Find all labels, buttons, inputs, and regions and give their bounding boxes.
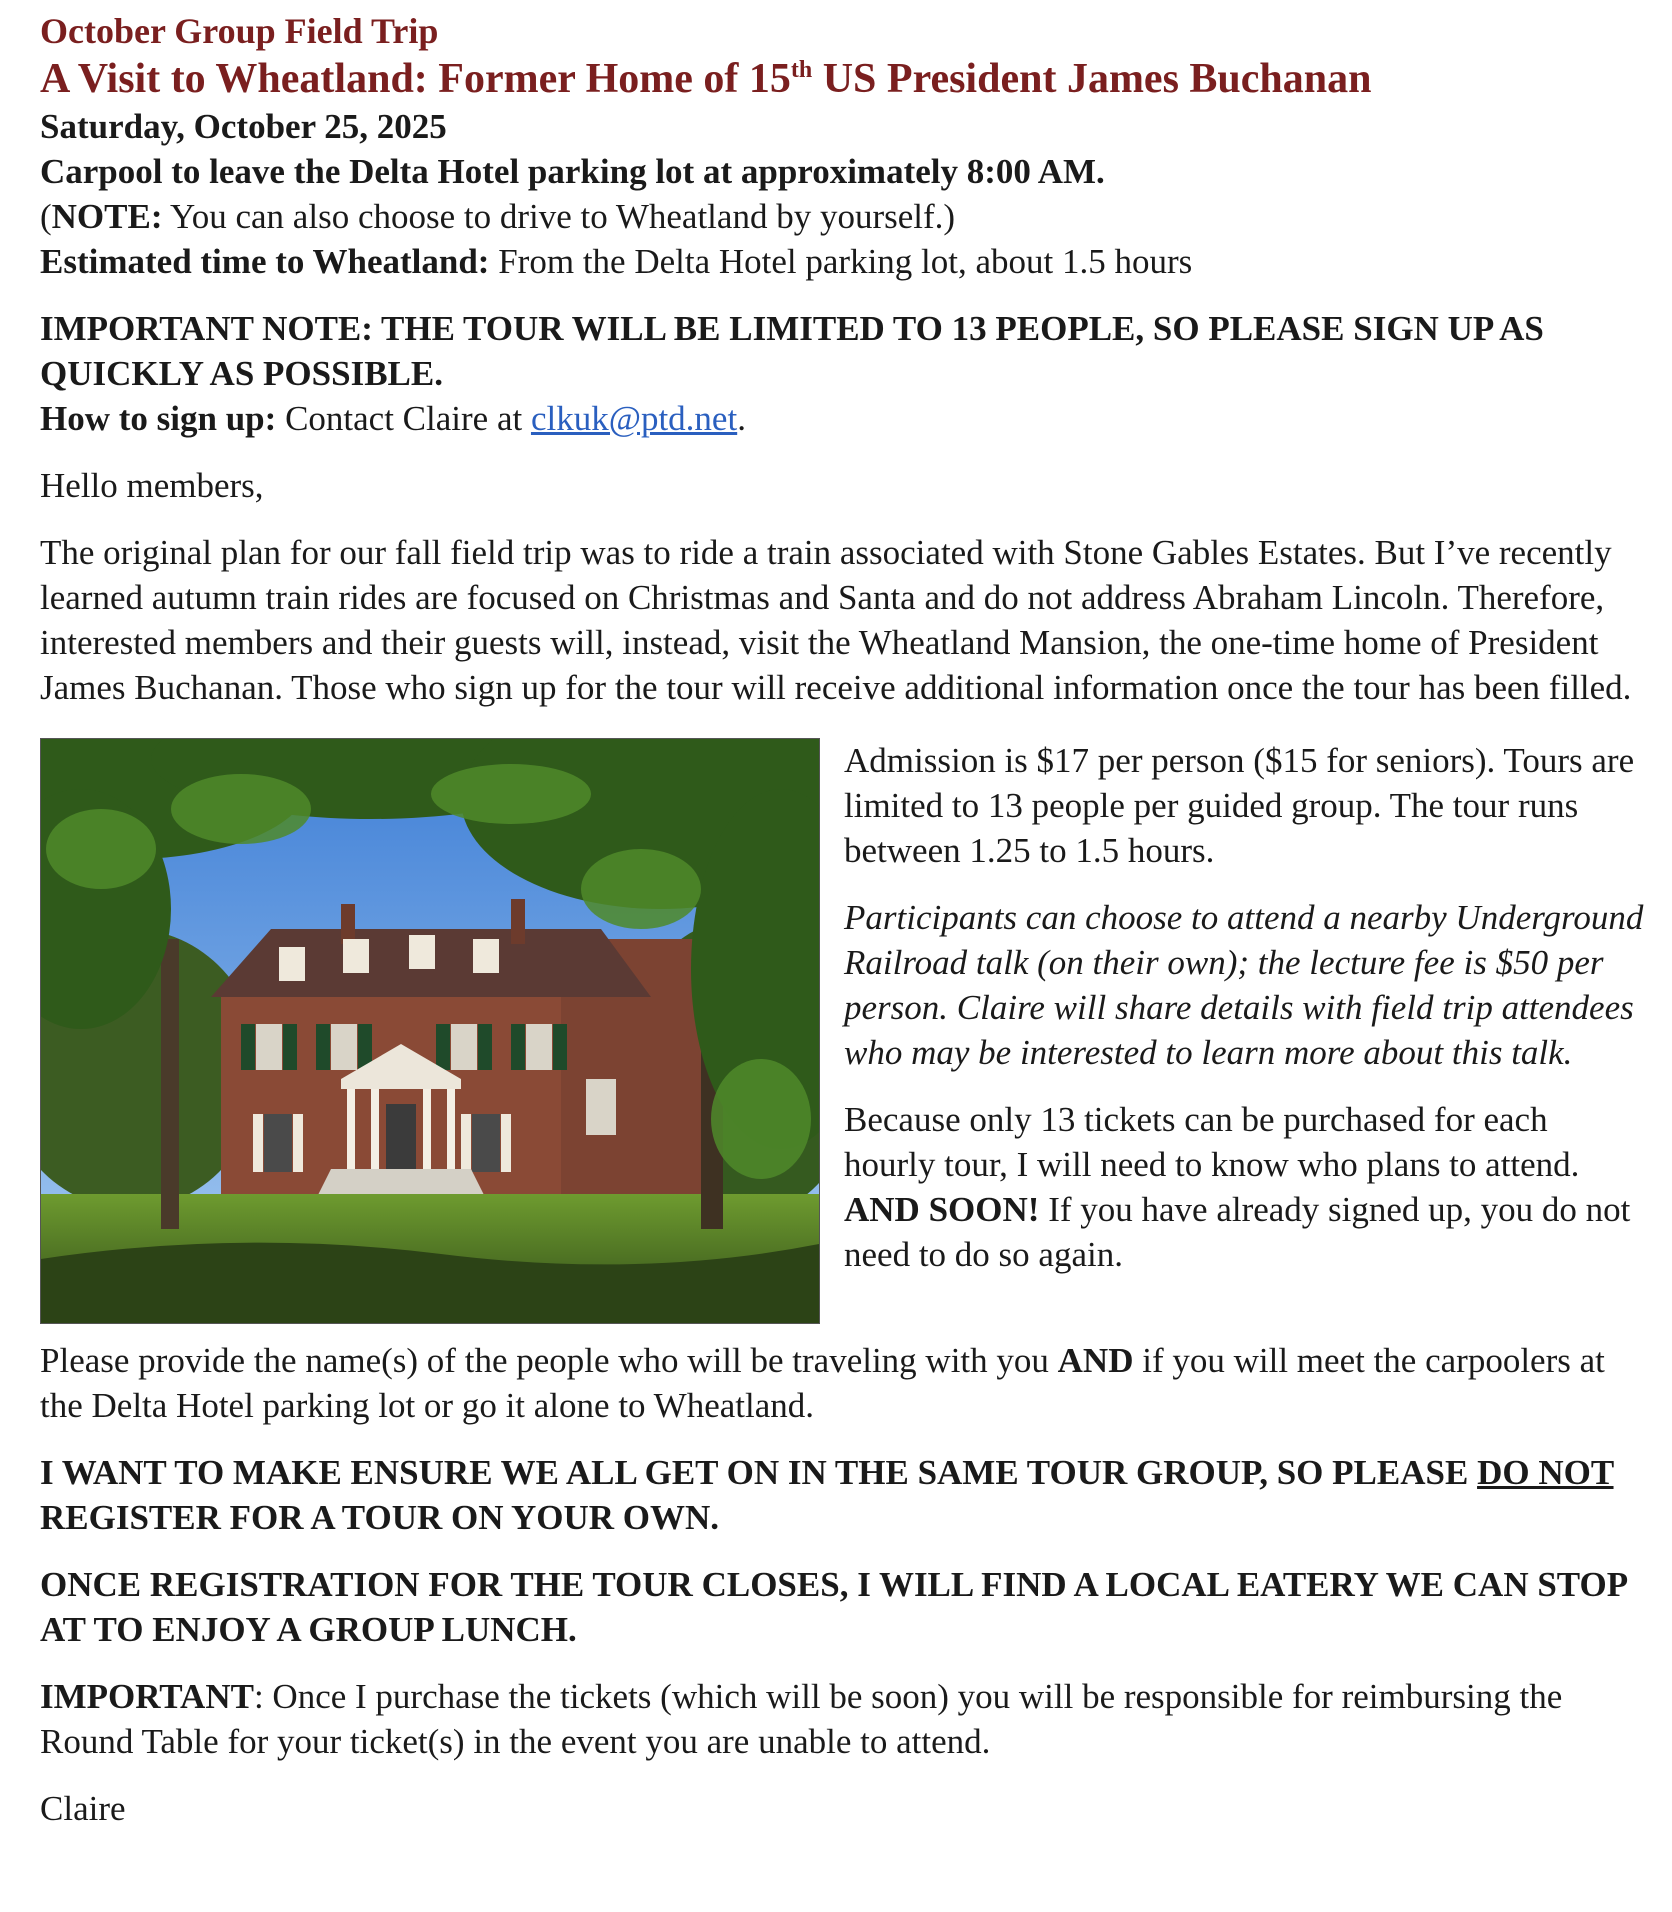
railroad-talk-info: Participants can choose to attend a nearby Underground Railroad talk (on their own); the lecture fee is $50 per person. Claire will share details with field trip attendees who may be interested to learn more about this talk. (844, 898, 1644, 1072)
note-line (40, 194, 1640, 239)
reimburse-note (40, 1674, 1640, 1764)
signup-line (40, 396, 1640, 441)
page-subtitle (40, 54, 1640, 104)
wheatland-mansion-photo (40, 738, 820, 1324)
warning-pre: I WANT TO MAKE ENSURE WE ALL GET ON IN THE SAME TOUR GROUP, SO PLEASE (40, 1453, 1478, 1492)
greeting: Hello members, (40, 466, 264, 505)
important-note: IMPORTANT NOTE: THE TOUR WILL BE LIMITED TO 13 PEOPLE, SO PLEASE SIGN UP AS QUICKLY AS POSSIBLE. (40, 309, 1544, 393)
tickets-post: If you have already signed up, you do not need to do so again. (844, 1190, 1631, 1274)
note-label: NOTE: (51, 197, 163, 236)
document (40, 0, 1644, 1853)
note-open: ( (40, 197, 52, 236)
lunch-note: ONCE REGISTRATION FOR THE TOUR CLOSES, I WILL FIND A LOCAL EATERY WE CAN STOP AT TO ENJOY A GROUP LUNCH. (40, 1565, 1627, 1649)
provide-bold: AND (1057, 1341, 1134, 1380)
reimburse-text: : Once I purchase the tickets (which will be soon) you will be responsible for reimbursing the Round Table for your ticket(s) in the event you are unable to attend. (40, 1677, 1563, 1761)
warning-post: REGISTER FOR A TOUR ON YOUR OWN. (40, 1498, 720, 1537)
subtitle-post: US President James Buchanan (812, 56, 1372, 102)
estimate-text: From the Delta Hotel parking lot, about 1.5 hours (489, 242, 1193, 281)
signup-end: . (737, 399, 746, 438)
signup-label: How to sign up: (40, 399, 277, 438)
admission-info: Admission is $17 per person ($15 for seniors). Tours are limited to 13 people per guided group. The tour runs between 1.25 to 1.5 hours. (844, 741, 1635, 870)
intro-paragraph: The original plan for our fall field trip was to ride a train associated with Stone Gables Estates. But I’ve recently learned autumn train rides are focused on Christmas and Santa and do not address Abraham Lincoln. Therefore, interested members and their guests will, instead, visit the Wheatland Mansion, the one-time home of President James Buchanan. Those who sign up for the tour will receive additional information once the tour has been filled. (40, 533, 1632, 707)
subtitle-pre: A Visit to Wheatland: Former Home of 15 (40, 56, 791, 102)
carpool-info: Carpool to leave the Delta Hotel parking lot at approximately 8:00 AM. (40, 152, 1105, 191)
subtitle-sup: th (790, 57, 813, 83)
warning-underlined: DO NOT (1477, 1453, 1614, 1492)
page-title: October Group Field Trip (40, 11, 439, 51)
tickets-info (844, 1097, 1644, 1277)
trip-details (844, 738, 1644, 1299)
photo-section (40, 738, 1644, 1338)
signup-text: Contact Claire at (276, 399, 531, 438)
estimate-line (40, 239, 1640, 284)
email-link[interactable]: clkuk@ptd.net (530, 399, 738, 438)
provide-pre: Please provide the name(s) of the people who will be traveling with you (40, 1341, 1058, 1380)
estimate-label: Estimated time to Wheatland: (40, 242, 490, 281)
note-text: You can also choose to drive to Wheatland by yourself.) (162, 197, 956, 236)
tickets-bold: AND SOON! (844, 1190, 1040, 1229)
provide-post: if you will meet the carpoolers at the Delta Hotel parking lot or go it alone to Wheatland. (40, 1341, 1605, 1425)
tickets-pre: Because only 13 tickets can be purchased for each hourly tour, I will need to know who plans to attend. (844, 1100, 1580, 1184)
registration-warning (40, 1450, 1640, 1540)
provide-names-paragraph (40, 1338, 1640, 1428)
signature: Claire (40, 1789, 126, 1828)
reimburse-label: IMPORTANT (40, 1677, 254, 1716)
trip-date: Saturday, October 25, 2025 (40, 107, 447, 146)
